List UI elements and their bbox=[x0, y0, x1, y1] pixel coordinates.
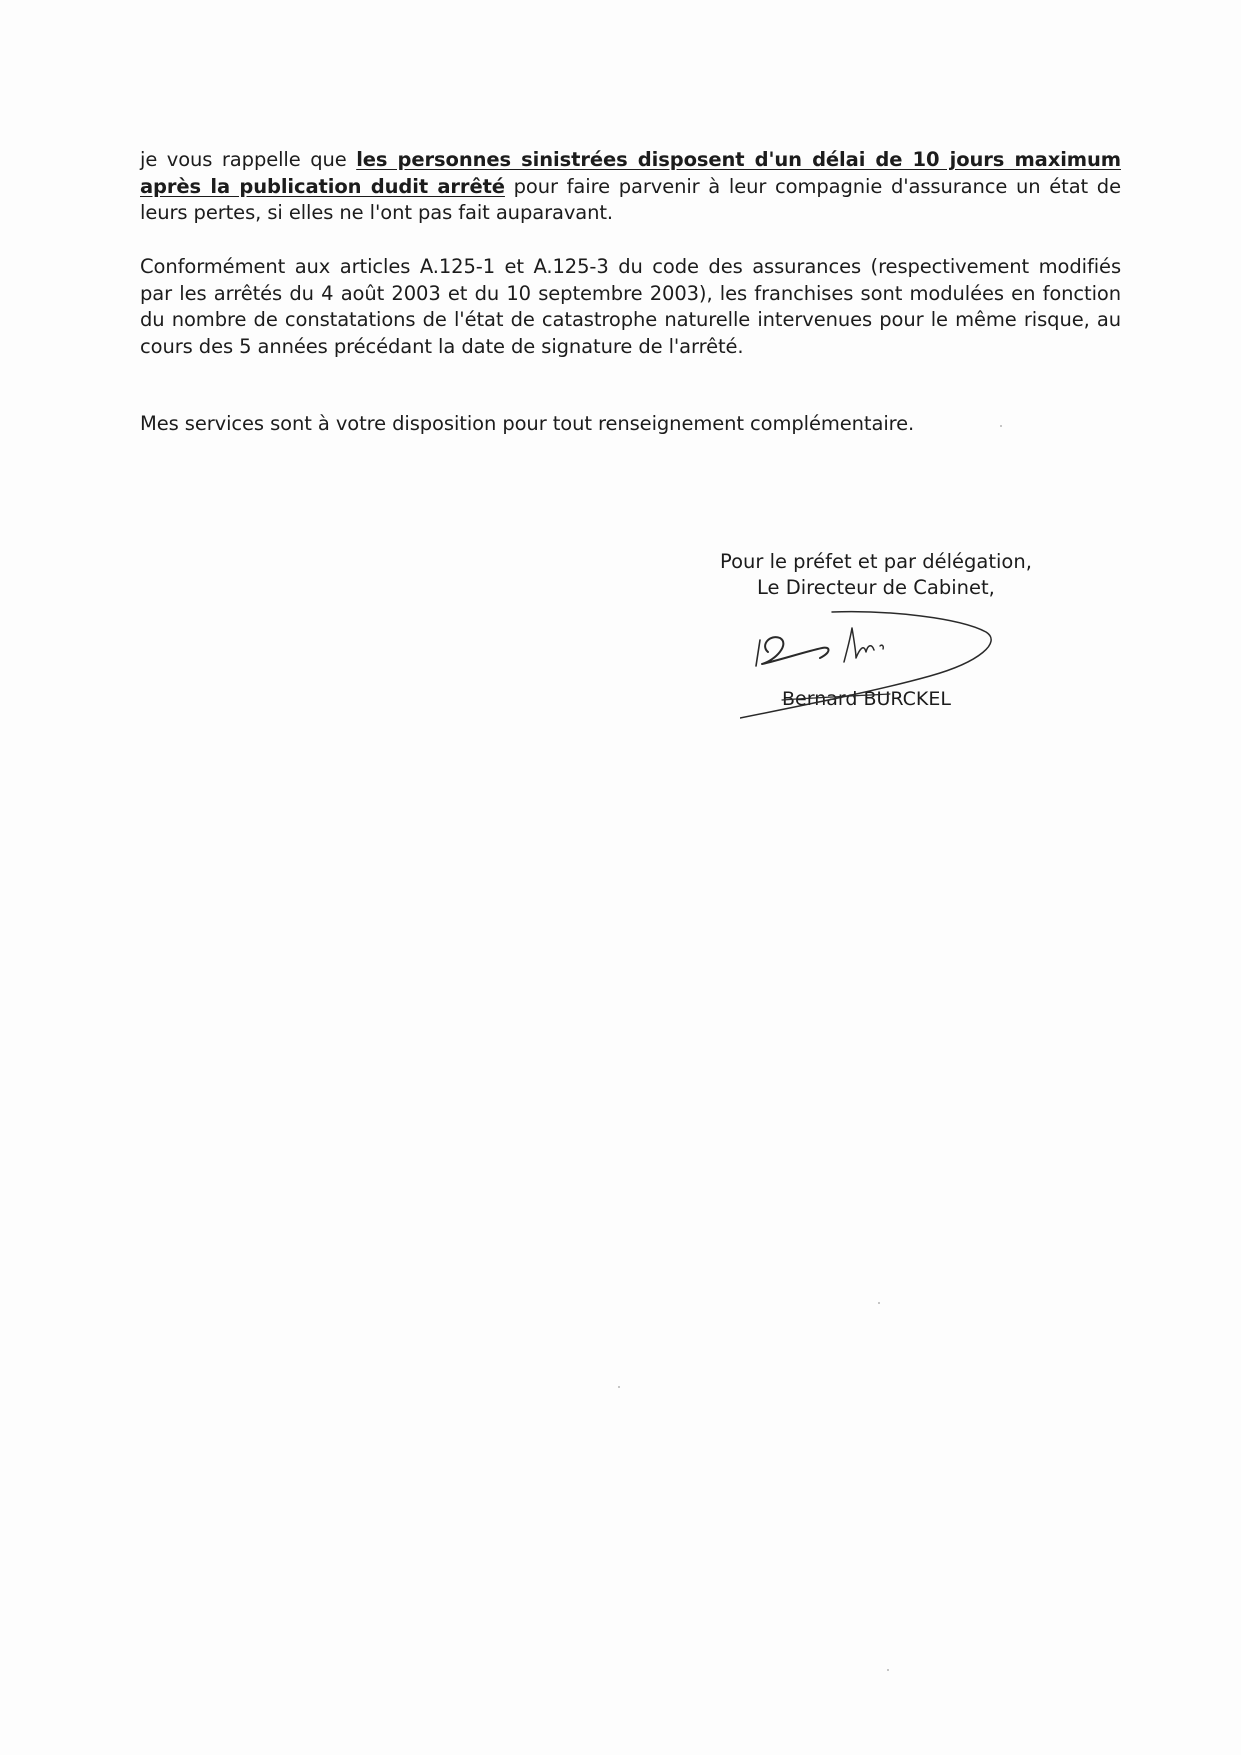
signer-title: Le Directeur de Cabinet, bbox=[757, 576, 995, 599]
emphasized-deadline: les personnes sinistrées disposent d'un délai de 10 jours maximum après la publication dudit arrêté bbox=[140, 148, 1121, 198]
signer-name: Bernard BURCKEL bbox=[782, 688, 951, 710]
paragraph-closing: Mes services sont à votre disposition pour tout renseignement complémentaire. bbox=[140, 412, 915, 435]
scan-speck bbox=[887, 1669, 889, 1671]
scan-speck bbox=[878, 1302, 880, 1304]
scan-speck bbox=[618, 1386, 620, 1388]
paragraph-franchise-rules: Conformément aux articles A.125-1 et A.125-3 du code des assurances (respectivement modifiés par les arrêtés du 4 août 2003 et du 10 septembre 2003), les franchises sont modulées en fonction du nombre de constatations de l'état de catastrophe naturelle intervenues pour le même risque, au cours des 5 années précédant la date de signature de l'arrêté. bbox=[140, 255, 1121, 358]
paragraph-intro: je vous rappelle que bbox=[140, 148, 357, 171]
paragraph-deadline-reminder bbox=[140, 147, 1121, 227]
delegation-line: Pour le préfet et par délégation, bbox=[720, 550, 1032, 573]
scan-speck bbox=[1000, 425, 1002, 427]
handwritten-signature bbox=[740, 600, 1070, 730]
paragraph-continuation: pour faire parvenir à leur compagnie d'assurance un état de leurs pertes, si elles ne l'ont pas fait auparavant. bbox=[140, 174, 1121, 224]
